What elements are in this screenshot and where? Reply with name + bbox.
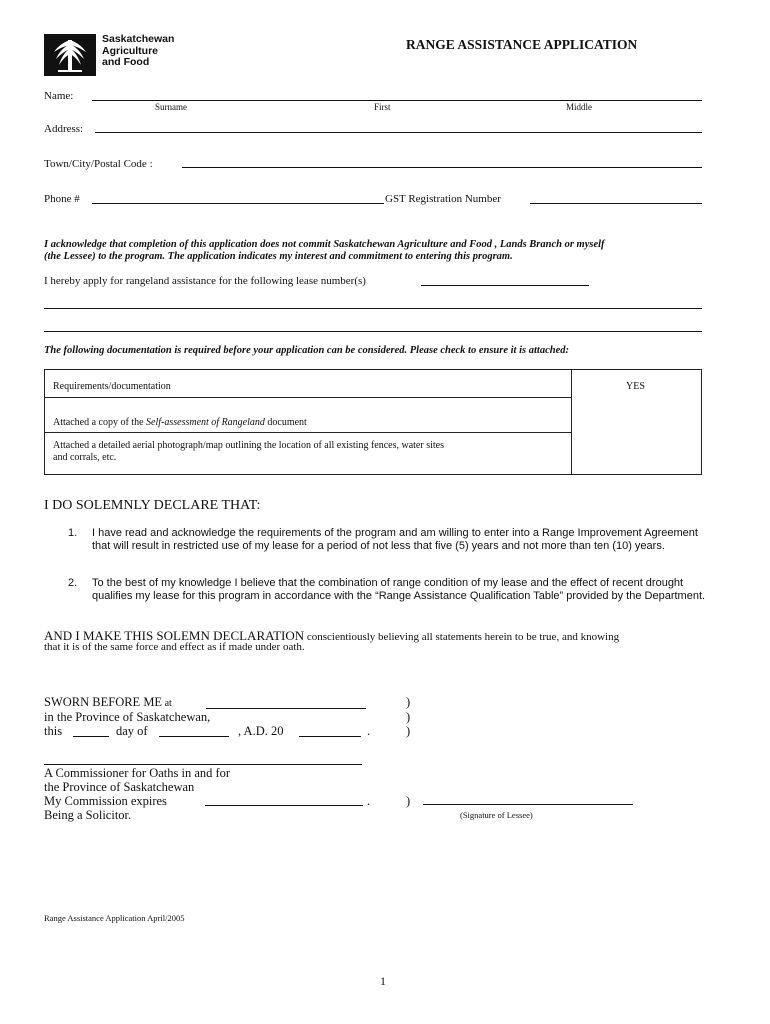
lease-apply-text: I hereby apply for rangeland assistance for the following lease number(s) — [44, 275, 366, 287]
sworn-paren-1: ) — [406, 695, 411, 709]
address-label: Address: — [44, 123, 84, 135]
aerial-photo-yes-cell[interactable] — [572, 433, 702, 475]
sworn-month-field[interactable] — [159, 736, 229, 737]
signature-of-lessee-label: (Signature of Lessee) — [460, 810, 533, 820]
saskatchewan-wheat-logo — [44, 34, 96, 76]
table-row-divider-2 — [45, 432, 571, 433]
table-row-aerial-photo — [53, 440, 444, 464]
phone-label: Phone # — [44, 193, 80, 205]
name-field[interactable] — [92, 100, 702, 101]
solemn-declaration-heading: AND I MAKE THIS SOLEMN DECLARATION — [44, 628, 305, 643]
requirements-column-header: Requirements/documentation — [53, 381, 171, 392]
requirements-table — [44, 369, 702, 475]
solemn-declaration-rest: conscientiously believing all statements herein to be true, and knowing — [304, 631, 620, 643]
row1-suffix: document — [264, 417, 307, 428]
declaration-heading: I DO SOLEMNLY DECLARE THAT: — [44, 498, 261, 513]
commissioner-line-3: My Commission expires — [44, 794, 167, 808]
item-2-number: 2. — [68, 577, 78, 589]
yes-column-header: YES — [626, 381, 645, 392]
town-field[interactable] — [182, 167, 702, 168]
logo-line-1: Saskatchewan — [102, 33, 175, 45]
address-field[interactable] — [95, 132, 702, 133]
form-version-footer: Range Assistance Application April/2005 — [44, 913, 185, 923]
name-label: Name: — [44, 90, 74, 102]
item-2-text: To the best of my knowledge I believe that the combination of range condition of my lease and the effect of recent drought qualifies my lease for this program in accordance with the “Range Assistance Qualification Table” provided by the Department. — [92, 577, 706, 602]
lessee-signature-field[interactable] — [423, 804, 633, 805]
sworn-location-field[interactable] — [206, 708, 366, 709]
sworn-day-field[interactable] — [73, 736, 109, 737]
commissioner-period: . — [367, 794, 371, 808]
gst-label: GST Registration Number — [385, 193, 501, 205]
row1-prefix: Attached a copy of the — [53, 417, 147, 428]
signature-paren: ) — [406, 794, 411, 808]
sworn-period: . — [367, 724, 371, 738]
sworn-before-me — [44, 695, 172, 711]
table-row-self-assessment — [53, 417, 307, 428]
commissioner-line-1: A Commissioner for Oaths in and for — [44, 766, 231, 780]
phone-field[interactable] — [92, 203, 384, 204]
lease-number-line-3[interactable] — [44, 331, 702, 332]
item-1-number: 1. — [68, 527, 78, 539]
sworn-year-field[interactable] — [299, 736, 361, 737]
item-1-text: I have read and acknowledge the requirements of the program and am willing to enter into a Range Improvement Agreement that will result in restricted use of my lease for a period of not less that five (5) years and not more than ten (10) years. — [92, 527, 698, 552]
commissioner-line-4: Being a Solicitor. — [44, 808, 132, 822]
middle-sublabel: Middle — [566, 102, 592, 112]
sworn-this-label: this — [44, 724, 63, 738]
lease-number-field[interactable] — [421, 285, 589, 286]
gst-field[interactable] — [530, 203, 702, 204]
acknowledge-line-1: I acknowledge that completion of this application does not commit Saskatchewan Agriculture and Food , Lands Branch or myself — [44, 239, 605, 250]
page-number: 1 — [380, 974, 386, 988]
sworn-day-of-label: day of — [116, 724, 148, 738]
acknowledge-line-2: (the Lessee) to the program. The application indicates my interest and commitment to entering this program. — [44, 251, 513, 262]
sworn-at: at — [162, 698, 172, 709]
sworn-heading: SWORN BEFORE ME — [44, 695, 163, 709]
sworn-paren-2: ) — [406, 710, 411, 724]
documentation-notice: The following documentation is required before your application can be considered. Please check to ensure it is attached: — [44, 345, 569, 356]
form-title: RANGE ASSISTANCE APPLICATION — [406, 37, 638, 52]
logo-line-3: and Food — [102, 56, 150, 68]
commission-expiry-field[interactable] — [205, 805, 363, 806]
self-assessment-yes-cell[interactable] — [572, 398, 702, 432]
row2-line-2: and corrals, etc. — [53, 452, 117, 463]
row1-italic: Self-assessment of Rangeland — [146, 417, 265, 428]
sworn-paren-3: ) — [406, 724, 411, 738]
commissioner-signature-field[interactable] — [44, 764, 362, 765]
table-row-divider-1 — [45, 397, 571, 398]
logo-text — [102, 34, 174, 69]
lease-number-line-2[interactable] — [44, 308, 702, 309]
row2-line-1: Attached a detailed aerial photograph/map outlining the location of all existing fences, water sites — [53, 440, 444, 451]
town-label: Town/City/Postal Code : — [44, 158, 153, 170]
sworn-ad-label: , A.D. 20 — [238, 724, 284, 738]
commissioner-line-2: the Province of Saskatchewan — [44, 780, 195, 794]
logo-line-2: Agriculture — [102, 44, 159, 57]
first-sublabel: First — [374, 102, 391, 112]
surname-sublabel: Surname — [155, 102, 187, 112]
solemn-declaration-line-2: that it is of the same force and effect as if made under oath. — [44, 641, 305, 653]
sworn-province: in the Province of Saskatchewan, — [44, 710, 211, 724]
